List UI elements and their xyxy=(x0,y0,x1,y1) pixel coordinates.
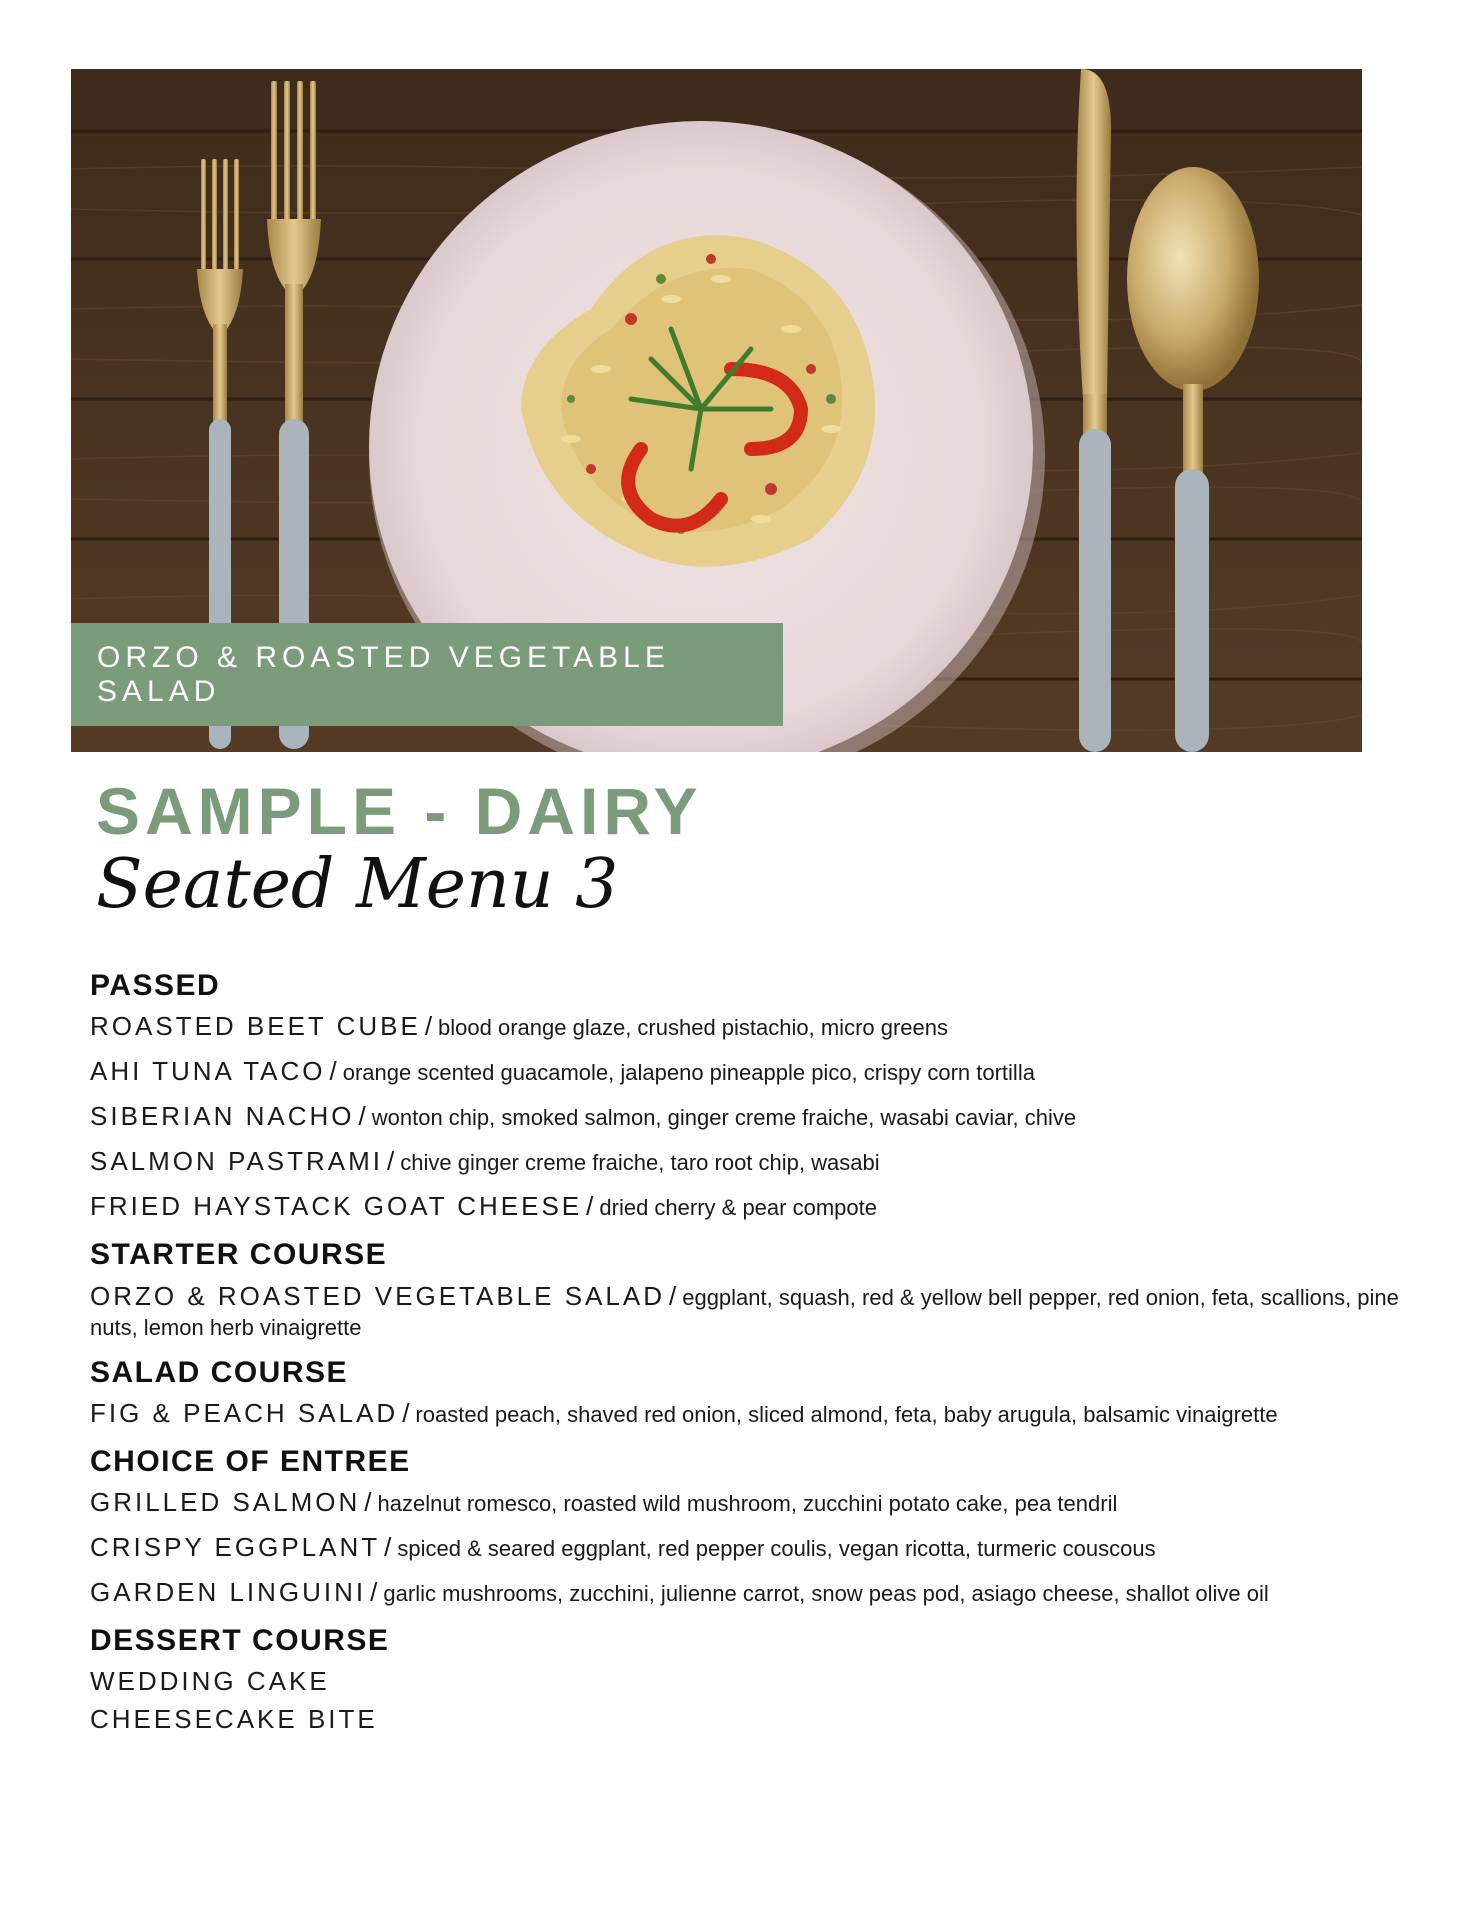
hero-banner xyxy=(71,623,783,726)
section-choice-of-entree xyxy=(90,1444,1410,1608)
item-name: FIG & PEACH SALAD xyxy=(90,1398,399,1428)
menu-item xyxy=(90,1667,1410,1697)
menu-item xyxy=(90,1057,1410,1087)
menu-item xyxy=(90,1147,1410,1177)
section-title: CHOICE OF ENTREE xyxy=(90,1445,411,1478)
menu-item xyxy=(90,1705,1410,1735)
menu-item xyxy=(90,1192,1410,1222)
item-separator: / xyxy=(424,1011,433,1041)
item-separator: / xyxy=(387,1146,395,1176)
menu-item xyxy=(90,1488,1410,1518)
item-name: FRIED HAYSTACK GOAT CHEESE xyxy=(90,1191,583,1221)
item-description: spiced & seared eggplant, red pepper coulis, vegan ricotta, turmeric couscous xyxy=(397,1536,1156,1561)
item-name: CHEESECAKE BITE xyxy=(90,1704,378,1734)
item-name: SIBERIAN NACHO xyxy=(90,1101,355,1131)
section-title: DESSERT COURSE xyxy=(90,1624,390,1657)
menu-item xyxy=(90,1578,1410,1608)
item-description: garlic mushrooms, zucchini, julienne carrot, snow peas pod, asiago cheese, shallot olive oil xyxy=(383,1581,1269,1606)
menu-body xyxy=(90,968,1410,1747)
item-name: GARDEN LINGUINI xyxy=(90,1577,367,1607)
item-name: ORZO & ROASTED VEGETABLE SALAD xyxy=(90,1281,665,1311)
section-passed xyxy=(90,968,1410,1222)
item-separator: / xyxy=(358,1101,366,1131)
item-description: wonton chip, smoked salmon, ginger creme fraiche, wasabi caviar, chive xyxy=(371,1105,1077,1130)
item-name: GRILLED SALMON xyxy=(90,1487,361,1517)
item-name: CRISPY EGGPLANT xyxy=(90,1532,381,1562)
item-separator: / xyxy=(668,1281,677,1311)
item-name: SALMON PASTRAMI xyxy=(90,1146,384,1176)
item-description: blood orange glaze, crushed pistachio, micro greens xyxy=(438,1015,949,1040)
menu-item xyxy=(90,1102,1410,1132)
item-separator: / xyxy=(370,1577,378,1607)
item-separator: / xyxy=(586,1191,594,1221)
menu-item xyxy=(90,1012,1410,1042)
item-description: eggplant, squash, red & yellow bell pepper, red onion, feta, scallions, pine nuts, lemon herb vinaigrette xyxy=(90,1285,1399,1340)
item-name: ROASTED BEET CUBE xyxy=(90,1011,421,1041)
item-description: dried cherry & pear compote xyxy=(599,1195,877,1220)
item-description: roasted peach, shaved red onion, sliced almond, feta, baby arugula, balsamic vinaigrette xyxy=(415,1402,1278,1427)
hero-photo xyxy=(71,69,1362,752)
item-name: AHI TUNA TACO xyxy=(90,1056,326,1086)
section-salad-course xyxy=(90,1355,1410,1429)
section-title: STARTER COURSE xyxy=(90,1238,388,1271)
menu-heading: SAMPLE - DAIRY xyxy=(96,774,703,848)
menu-item xyxy=(90,1533,1410,1563)
item-separator: / xyxy=(329,1056,337,1086)
section-starter-course xyxy=(90,1237,1410,1343)
item-separator: / xyxy=(364,1487,372,1517)
item-description: hazelnut romesco, roasted wild mushroom, zucchini potato cake, pea tendril xyxy=(377,1491,1118,1516)
item-separator: / xyxy=(402,1398,410,1428)
menu-subheading: Seated Menu 3 xyxy=(96,845,619,924)
menu-item xyxy=(90,1399,1410,1429)
section-dessert-course xyxy=(90,1623,1410,1735)
section-title: PASSED xyxy=(90,969,221,1002)
item-separator: / xyxy=(384,1532,392,1562)
hero-banner-text: ORZO & ROASTED VEGETABLE SALAD xyxy=(97,640,670,708)
menu-item xyxy=(90,1281,1410,1343)
item-description: orange scented guacamole, jalapeno pineapple pico, crispy corn tortilla xyxy=(342,1060,1035,1085)
section-title: SALAD COURSE xyxy=(90,1356,349,1389)
item-name: WEDDING CAKE xyxy=(90,1666,330,1696)
item-description: chive ginger creme fraiche, taro root chip, wasabi xyxy=(400,1150,880,1175)
